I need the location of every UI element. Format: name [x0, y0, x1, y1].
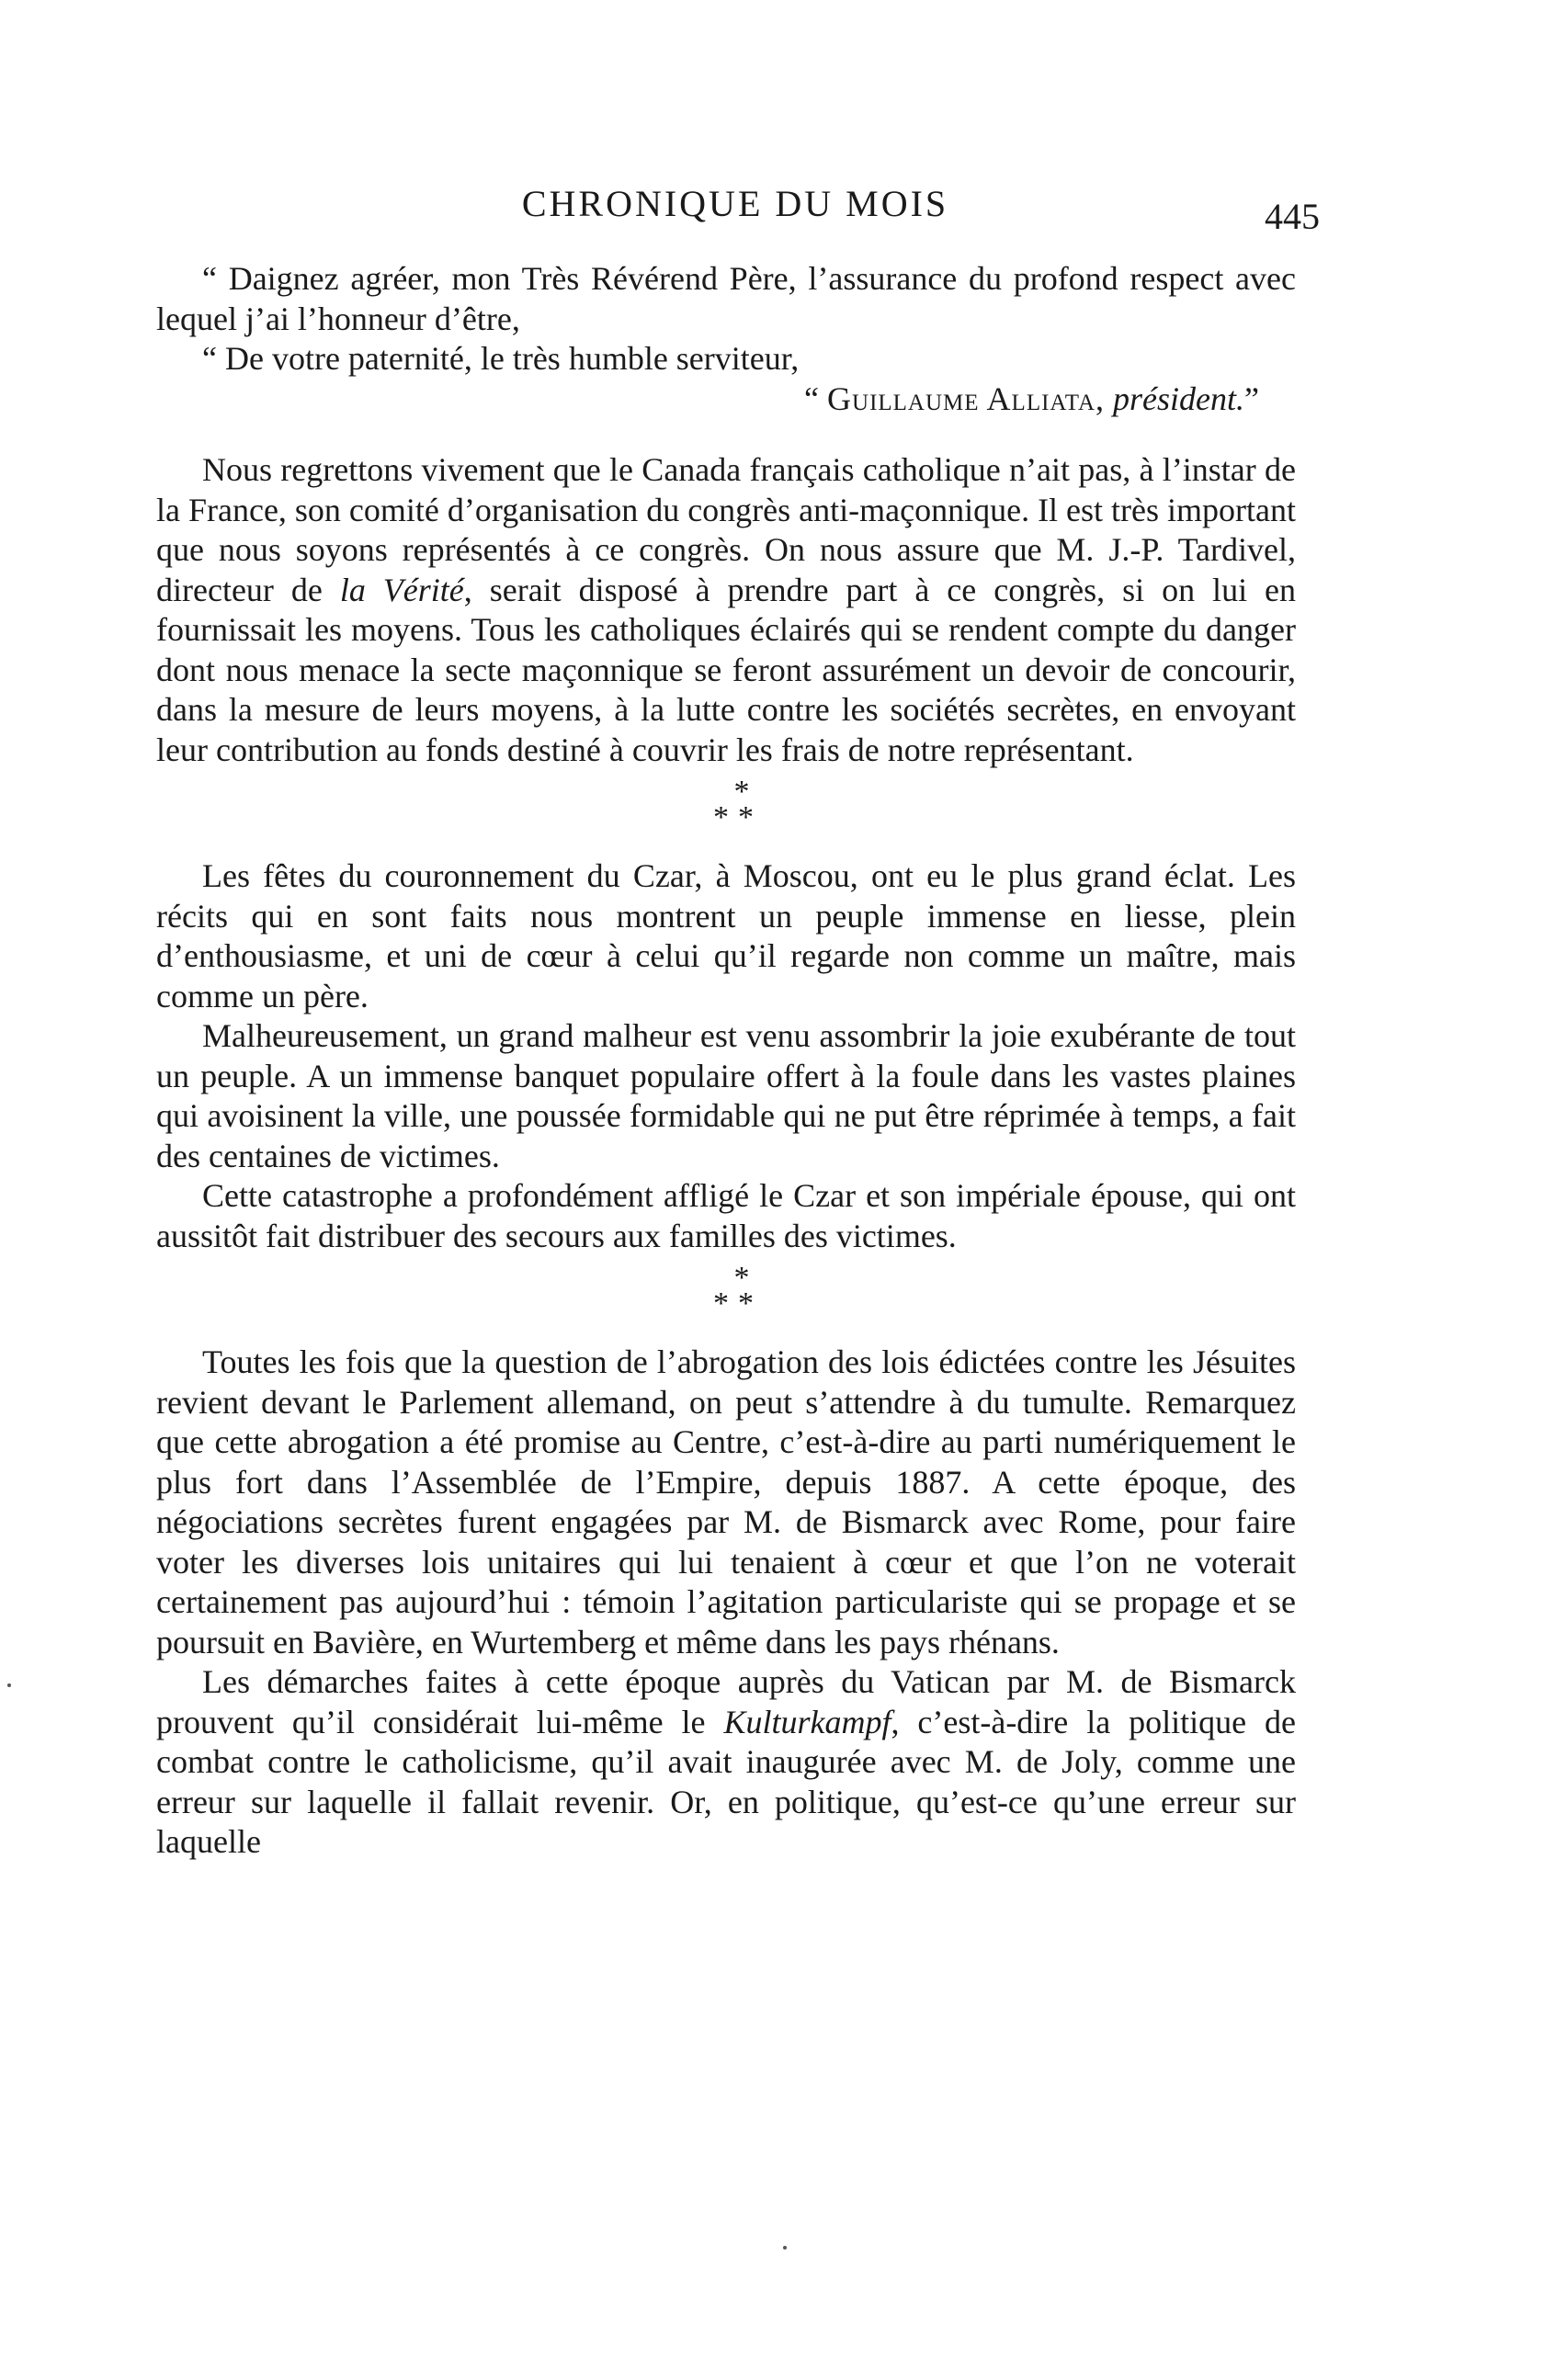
section-divider-asterism: [156, 775, 1296, 844]
signature-open-quote: “: [804, 380, 828, 417]
bismarck-paragraph-part-2: , c’est-à-dire la politique de combat contre le catholicisme, qu’il avait inaugurée avec M. de Joly, comme une erreur sur laquelle il fallait revenir. Or, en politique, qu’est-ce qu’une erreur sur laquelle: [156, 1703, 1296, 1860]
asterism-bottom-2: **: [713, 1286, 763, 1320]
asterism-top-2: *: [733, 1261, 750, 1295]
asterism-bottom: **: [713, 800, 763, 834]
letter-salutation-line: “ De votre paternité, le très humble serviteur,: [202, 340, 800, 377]
newspaper-title: la Vérité: [339, 571, 464, 608]
congress-paragraph-part-2: , serait disposé à prendre part à ce congrès, si on lui en fournissait les moyens. Tous les catholiques éclairés qui se rendent compte du danger dont nous menace la secte maçonnique se feront assurément un devoir de concourir, dans la mesure de leurs moyens, à la lutte contre les sociétés secrètes, en envoyant leur contribution au fonds destiné à couvrir les frais de notre représentant.: [156, 571, 1297, 768]
print-speck-bottom: [783, 2246, 787, 2250]
kulturkampf-term: Kulturkampf: [723, 1703, 891, 1740]
signature-name: Guillaume Alliata,: [827, 380, 1106, 417]
bismarck-paragraph-part-1: Les démarches faites à cette époque auprès du Vatican par M. de Bismarck prouvent qu’il considérait lui-même le: [156, 1663, 1296, 1740]
page-body: [156, 259, 1296, 1863]
congress-paragraph-part-1: Nous regrettons vivement que le Canada français catholique n’ait pas, à l’instar de la France, son comité d’organisation du congrès anti-maçonnique. Il est très important que nous soyons représentés à ce congrès. On nous assure que M. J.-P. Tardivel, directeur de: [156, 451, 1296, 608]
print-speck-left: [7, 1683, 11, 1687]
letter-signature: [156, 380, 1296, 420]
coronation-paragraph: Les fêtes du couronnement du Czar, à Moscou, ont eu le plus grand éclat. Les récits qui en sont faits nous montrent un peuple immense en liesse, plein d’enthousiasme, et uni de cœur à celui qu’il regarde non comme un maître, mais comme un père.: [156, 857, 1296, 1014]
letter-closing-paragraph: “ Daignez agréer, mon Très Révérend Père, l’assurance du profond respect avec lequel j’ai l’honneur d’être,: [156, 260, 1296, 337]
congress-paragraph: [156, 450, 1296, 770]
page-number: 445: [1265, 196, 1320, 237]
bismarck-paragraph: [156, 1662, 1296, 1863]
signature-role: président.: [1113, 380, 1245, 417]
jesuits-paragraph: Toutes les fois que la question de l’abrogation des lois édictées contre les Jésuites revient devant le Parlement allemand, on peut s’attendre à du tumulte. Remarquez que cette abrogation a été promise au Centre, c’est-à-dire au parti numériquement le plus fort dans l’Assemblée de l’Empire, depuis 1887. A cette époque, des négociations secrètes furent engagées par M. de Bismarck avec Rome, pour faire voter les diverses lois unitaires qui lui tenaient à cœur et que l’on ne voterait certainement pas aujourd’hui : témoin l’agitation particulariste qui se propage et se poursuit en Bavière, en Wurtemberg et même dans les pays rhénans.: [156, 1343, 1296, 1660]
disaster-paragraph: Malheureusement, un grand malheur est venu assombrir la joie exubérante de tout un peuple. A un immense banquet populaire offert à la foule dans les vastes plaines qui avoisinent la ville, une poussée formidable qui ne put être réprimée à temps, a fait des centaines de victimes.: [156, 1017, 1296, 1174]
aid-paragraph: Cette catastrophe a profondément affligé le Czar et son impériale épouse, qui ont aussitôt fait distribuer des secours aux familles des victimes.: [156, 1177, 1296, 1254]
page-header: [156, 182, 1320, 237]
asterism-top: *: [733, 775, 750, 809]
section-divider-asterism-2: [156, 1261, 1296, 1330]
signature-close-quote: ”: [1244, 380, 1259, 417]
running-title: CHRONIQUE DU MOIS: [521, 183, 949, 224]
